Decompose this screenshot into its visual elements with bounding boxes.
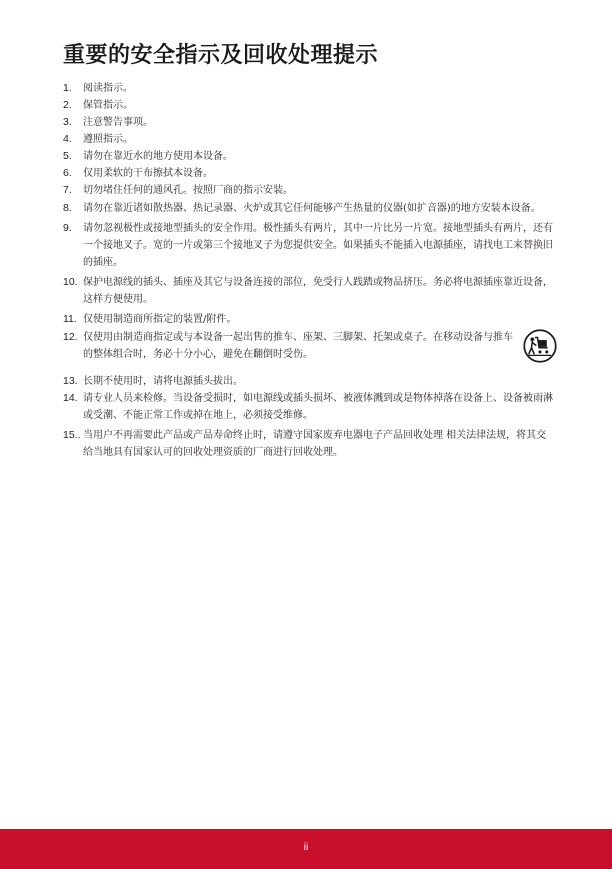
item-number: 2.	[63, 99, 72, 111]
item-text: 保管指示。	[83, 100, 133, 111]
item-text: 保护电源线的插头、插座及其它与设备连接的部位，免受行人践踏或物品挤压。务必将电源插座靠近设备，这样方便使用。	[83, 277, 553, 305]
item-number: 8.	[63, 202, 72, 214]
item-number: 14.	[63, 392, 78, 404]
list-item	[63, 329, 553, 363]
item-text: 注意警告事项。	[83, 117, 153, 128]
item-number: 15..	[63, 429, 81, 441]
list-item	[63, 390, 553, 424]
item-text: 当用户不再需要此产品或产品寿命终止时，请遵守国家废弃电器电子产品回收处理 相关法律法规，将其交给当地具有国家认可的回收处理资质的厂商进行回收处理。	[83, 430, 547, 458]
item-text: 长期不使用时，请将电源插头拔出。	[83, 376, 243, 387]
list-item	[63, 274, 553, 308]
page-number: ii	[303, 842, 309, 853]
item-text: 仅用柔软的干布擦拭本设备。	[83, 168, 213, 179]
list-item	[63, 148, 553, 165]
list-item	[63, 80, 553, 97]
item-number: 6.	[63, 167, 72, 179]
list-item	[63, 373, 553, 390]
item-number: 3.	[63, 116, 72, 128]
item-text: 请专业人员来检修。当设备受损时，如电源线或插头损坏、被液体溅到或是物体掉落在设备上、设备被雨淋或受潮、不能正常工作或掉在地上，必须接受维修。	[83, 393, 553, 421]
safety-instructions-list	[63, 80, 553, 464]
item-number: 9.	[63, 222, 72, 234]
item-number: 11.	[63, 313, 77, 325]
item-number: 1.	[63, 82, 72, 94]
footer-bar	[0, 829, 612, 869]
item-text: 仅使用制造商所指定的装置/附件。	[83, 314, 237, 325]
list-item	[63, 114, 553, 131]
item-text: 请勿在靠近水的地方使用本设备。	[83, 151, 233, 162]
cart-tip-over-warning-icon	[523, 329, 557, 363]
item-text: 仅使用由制造商指定或与本设备一起出售的推车、座架、三脚架、托架或桌子。在移动设备与推车的整体组合时，务必十分小心，避免在翻倒时受伤。	[83, 332, 513, 360]
item-number: 12.	[63, 331, 78, 343]
list-item	[63, 311, 553, 328]
item-number: 7.	[63, 184, 72, 196]
item-number: 10.	[63, 276, 78, 288]
page-title: 重要的安全指示及回收处理提示	[63, 43, 379, 68]
list-item	[63, 220, 553, 271]
item-text: 遵照指示。	[83, 134, 133, 145]
item-text: 阅读指示。	[83, 83, 133, 94]
item-text: 请勿在靠近诸如散热器、热记录器、火炉或其它任何能够产生热量的仪器(如扩音器)的地方安装本设备。	[83, 203, 541, 214]
item-number: 5.	[63, 150, 72, 162]
list-item	[63, 97, 553, 114]
list-item	[63, 200, 553, 217]
item-text-wrapper	[83, 329, 553, 363]
list-item	[63, 165, 553, 182]
list-item	[63, 182, 553, 199]
list-item	[63, 427, 553, 461]
item-text: 切勿堵住任何的通风孔。按照厂商的指示安装。	[83, 185, 293, 196]
item-number: 13.	[63, 375, 78, 387]
list-item	[63, 131, 553, 148]
item-text: 请勿忽视极性或接地型插头的安全作用。极性插头有两片，其中一片比另一片宽。接地型插头有两片，还有一个接地叉子。宽的一片或第三个接地叉子为您提供安全。如果插头不能插入电源插座，请找电工来替换旧的插座。	[83, 223, 553, 268]
item-number: 4.	[63, 133, 72, 145]
